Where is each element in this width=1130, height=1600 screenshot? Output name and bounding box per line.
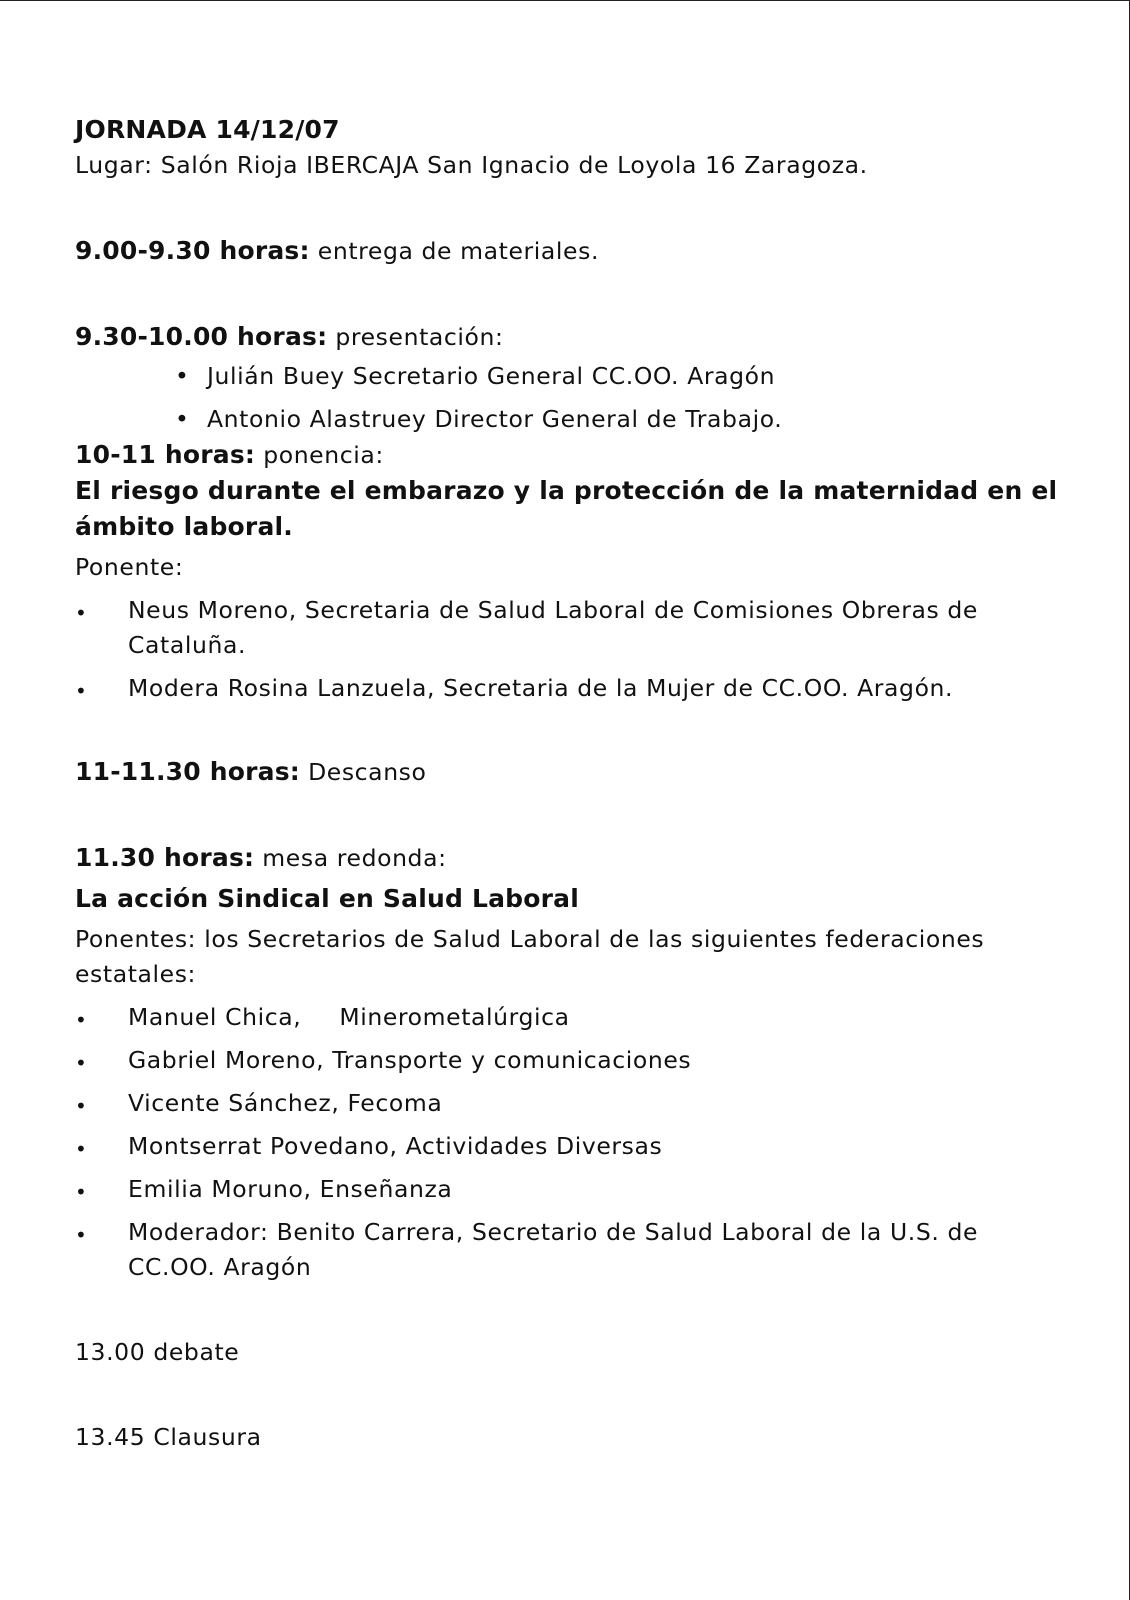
list-item: • Neus Moreno, Secretaria de Salud Laboral de Comisiones Obreras de Cataluña. [75, 593, 1065, 663]
slot-debate: 13.00 debate [75, 1338, 240, 1366]
list-item: • Emilia Moruno, Enseñanza [75, 1172, 1065, 1207]
slot-closing: 13.45 Clausura [75, 1423, 262, 1451]
slot-roundtable [75, 840, 1065, 876]
slot-break [75, 754, 1065, 790]
slot-text: presentación: [327, 323, 504, 351]
list-item: • Montserrat Povedano, Actividades Diversas [75, 1129, 1065, 1164]
slot-time: 10-11 horas: [75, 440, 256, 469]
list-item: • Vicente Sánchez, Fecoma [75, 1086, 1065, 1121]
list-item [75, 1000, 1065, 1035]
list-item: • Gabriel Moreno, Transporte y comunicaciones [75, 1043, 1065, 1078]
list-item: • Julián Buey Secretario General CC.OO. Aragón [75, 359, 1065, 394]
slot-text: ponencia: [255, 441, 384, 469]
lecture-heading: El riesgo durante el embarazo y la protección de la maternidad en el ámbito laboral. [75, 476, 1058, 541]
slot-text: entrega de materiales. [309, 237, 600, 265]
program-document [75, 112, 1065, 1455]
speaker-name: Manuel Chica, [128, 1003, 302, 1031]
slot-materials [75, 233, 1065, 269]
slot-time: 11-11.30 horas: [75, 757, 300, 786]
roundtable-speakers-list [75, 1000, 1065, 1285]
slot-time: 9.00-9.30 horas: [75, 236, 310, 265]
slot-time: 11.30 horas: [75, 843, 255, 872]
speaker-label: Ponente: [75, 553, 184, 581]
list-item: • Moderador: Benito Carrera, Secretario de Salud Laboral de la U.S. de CC.OO. Aragón [75, 1215, 1065, 1285]
slot-text: mesa redonda: [254, 844, 447, 872]
lecture-speakers-list [75, 593, 1065, 706]
presenters-list [75, 359, 1065, 437]
venue-line: Lugar: Salón Rioja IBERCAJA San Ignacio de Loyola 16 Zaragoza. [75, 151, 868, 179]
slot-presentation [75, 319, 1065, 355]
document-title: JORNADA 14/12/07 [75, 115, 340, 144]
slot-time: 9.30-10.00 horas: [75, 322, 328, 351]
list-item: • Antonio Alastruey Director General de Trabajo. [75, 402, 1065, 437]
slot-lecture [75, 437, 1065, 473]
speakers-label: Ponentes: los Secretarios de Salud Laboral de las siguientes federaciones estatales: [75, 925, 985, 988]
list-item: • Modera Rosina Lanzuela, Secretaria de la Mujer de CC.OO. Aragón. [75, 671, 1065, 706]
roundtable-heading: La acción Sindical en Salud Laboral [75, 884, 579, 913]
speaker-federation: Minerometalúrgica [339, 1003, 570, 1031]
slot-text: Descanso [300, 758, 427, 786]
